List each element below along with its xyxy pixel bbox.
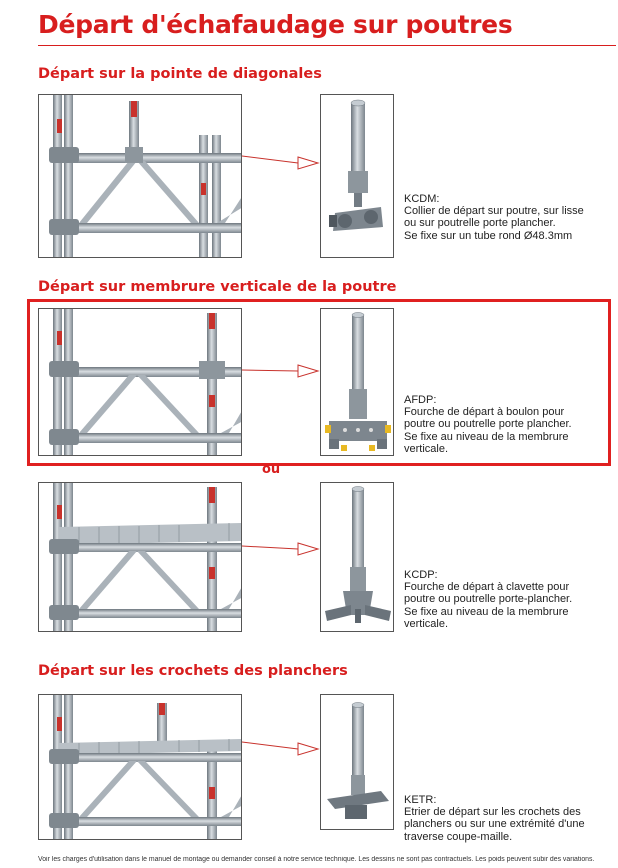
arrow-icon xyxy=(242,154,320,172)
part-description-line: Se fixe sur un tube rond Ø48.3mm xyxy=(404,229,573,242)
part-description-line: poutre ou poutrelle porte plancher. xyxy=(404,418,572,431)
part-code: AFDP: xyxy=(404,394,437,406)
part-illustration-kcdp xyxy=(320,482,394,632)
frame-illustration-diagonal-point xyxy=(38,94,242,258)
frame-illustration-vertical-chord-kcdp xyxy=(38,482,242,632)
page-title: Départ d'échafaudage sur poutres xyxy=(38,10,513,39)
part-description-ketr xyxy=(404,794,614,843)
part-description-line: Se fixe au niveau de la membrure xyxy=(404,430,569,443)
part-description-line: ou sur poutrelle porte plancher. xyxy=(404,217,556,230)
part-description-afdp xyxy=(404,394,614,455)
part-description-line: planchers ou sur une extrémité d'une xyxy=(404,818,585,831)
section-heading-vertical-chord: Départ sur membrure verticale de la poutre xyxy=(38,279,397,295)
part-description-line: poutre ou poutrelle porte-plancher. xyxy=(404,593,573,606)
part-code: KCDM: xyxy=(404,193,440,205)
part-description-line: verticale. xyxy=(404,617,449,630)
part-description-kcdm xyxy=(404,193,614,242)
arrow-icon xyxy=(242,362,320,380)
footer-disclaimer: Voir les charges d'utilisation dans le manuel de montage ou demander conseil à notre service technique. Les dessins ne sont pas contractuels. Les poids peuvent subir des variations. xyxy=(38,856,595,863)
kcdp-fork-drawing xyxy=(321,483,394,632)
part-description-line: Collier de départ sur poutre, sur lisse xyxy=(404,205,584,218)
ketr-bracket-drawing xyxy=(321,695,394,830)
part-illustration-kcdm xyxy=(320,94,394,258)
or-connector: ou xyxy=(262,462,281,477)
frame-illustration-vertical-chord-afdp xyxy=(38,308,242,456)
scaffold-frame-drawing xyxy=(39,695,242,840)
scaffold-frame-drawing xyxy=(39,309,242,456)
frame-illustration-deck-hooks xyxy=(38,694,242,840)
title-divider xyxy=(38,45,616,46)
section-heading-deck-hooks: Départ sur les crochets des planchers xyxy=(38,663,348,679)
afdp-fork-drawing xyxy=(321,309,394,456)
part-code: KETR: xyxy=(404,794,437,806)
part-illustration-afdp xyxy=(320,308,394,456)
part-description-line: traverse coupe-maille. xyxy=(404,830,513,843)
part-description-line: verticale. xyxy=(404,442,449,455)
arrow-icon xyxy=(242,740,320,758)
part-description-line: Fourche de départ à boulon pour xyxy=(404,406,565,419)
kcdm-clamp-drawing xyxy=(321,95,394,258)
section-heading-diagonal-point: Départ sur la pointe de diagonales xyxy=(38,66,322,82)
part-illustration-ketr xyxy=(320,694,394,830)
part-description-line: Fourche de départ à clavette pour xyxy=(404,581,570,594)
arrow-icon xyxy=(242,540,320,558)
scaffold-frame-drawing xyxy=(39,95,242,258)
part-description-line: Se fixe au niveau de la membrure xyxy=(404,605,569,618)
part-description-line: Etrier de départ sur les crochets des xyxy=(404,806,581,819)
scaffold-frame-drawing xyxy=(39,483,242,632)
part-description-kcdp xyxy=(404,569,614,630)
part-code: KCDP: xyxy=(404,569,438,581)
